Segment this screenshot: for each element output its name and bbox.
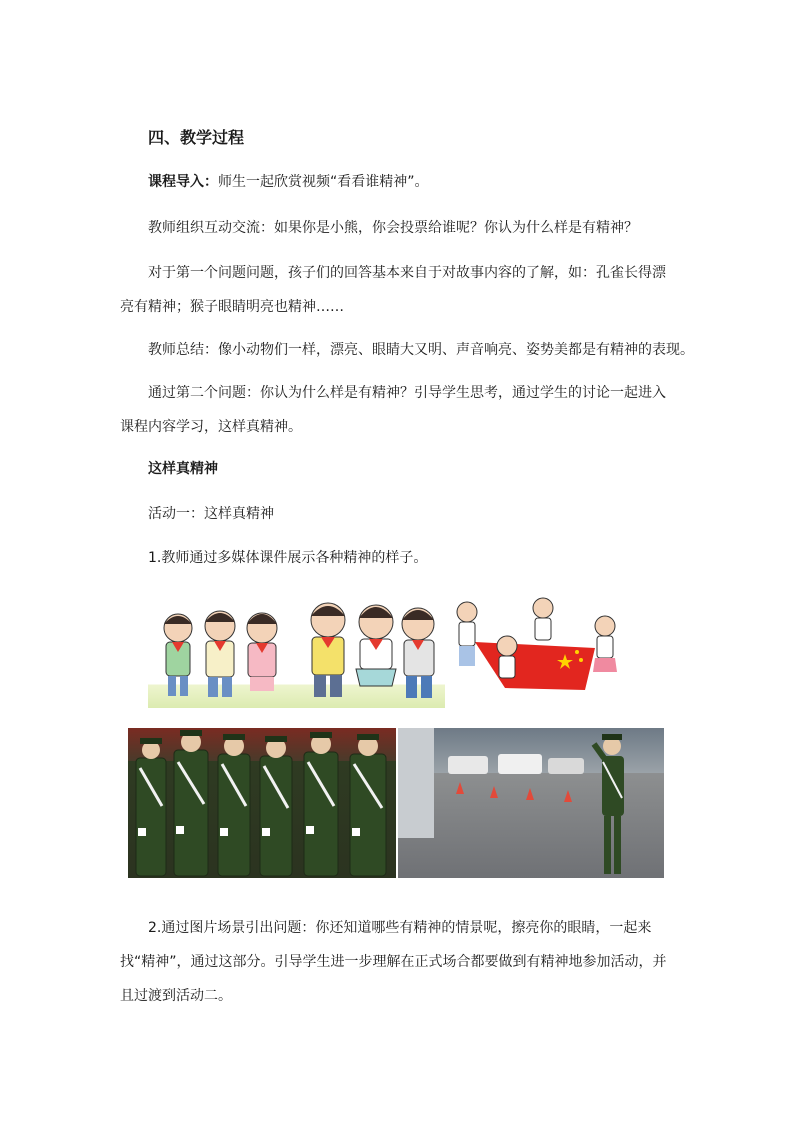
step-one-text: 1.教师通过多媒体课件展示各种精神的样子。 bbox=[148, 550, 428, 566]
section-heading: 四、教学过程 bbox=[148, 128, 245, 147]
second-question-paragraph: 通过第二个问题：你认为什么样是有精神？引导学生思考，通过学生的讨论一起进入课程内容学习，这样真精神。 bbox=[120, 385, 666, 435]
honor-guard-photo bbox=[128, 728, 396, 878]
intro-label: 课程导入： bbox=[148, 174, 218, 190]
students-cartoon-image bbox=[148, 590, 445, 708]
step-two-paragraph: 2.通过图片场景引出问题：你还知道哪些有精神的情景呢，擦亮你的眼睛，一起来找“精神”，通过这部分。引导学生进一步理解在正式场合都要做到有精神地参加活动，并且过渡到活动二。 bbox=[120, 920, 667, 1004]
saluting-soldier-photo bbox=[398, 728, 664, 878]
activity-one-title: 活动一：这样真精神 bbox=[148, 506, 274, 522]
first-question-paragraph: 对于第一个问题问题，孩子们的回答基本来自于对故事内容的了解，如：孔雀长得漂亮有精神；猴子眼睛明亮也精神…… bbox=[120, 265, 666, 315]
teacher-interaction-paragraph: 教师组织互动交流：如果你是小熊，你会投票给谁呢？你认为什么样是有精神？ bbox=[148, 220, 638, 236]
intro-text: 师生一起欣赏视频“看看谁精神”。 bbox=[218, 174, 429, 190]
flag-carrying-cartoon-image bbox=[445, 590, 635, 708]
intro-line bbox=[148, 172, 429, 192]
subheading: 这样真精神 bbox=[148, 461, 218, 477]
teacher-summary-paragraph: 教师总结：像小动物们一样，漂亮、眼睛大又明、声音响亮、姿势美都是有精神的表现。 bbox=[148, 342, 694, 358]
